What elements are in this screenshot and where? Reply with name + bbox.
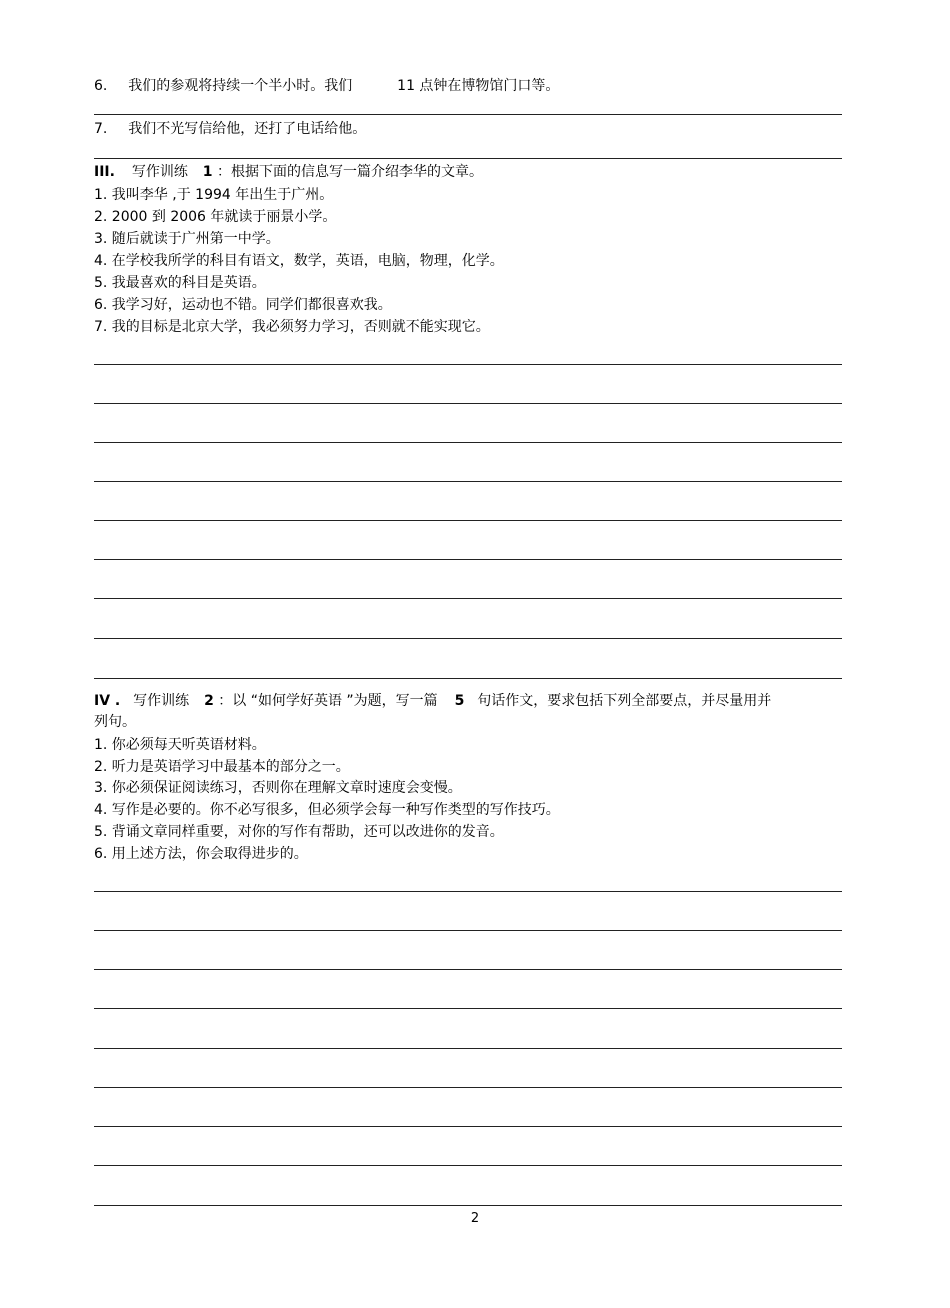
- list-item: 5. 我最喜欢的科目是英语。: [94, 275, 266, 291]
- writing-line[interactable]: [94, 1165, 842, 1166]
- section-number: IV .: [94, 693, 121, 709]
- writing-line[interactable]: [94, 1126, 842, 1127]
- writing-line[interactable]: [94, 481, 842, 482]
- list-item: 4. 在学校我所学的科目有语文，数学，英语，电脑，物理，化学。: [94, 253, 504, 269]
- writing-line[interactable]: [94, 891, 842, 892]
- writing-line[interactable]: [94, 1087, 842, 1088]
- writing-line[interactable]: [94, 598, 842, 599]
- writing-line[interactable]: [94, 638, 842, 639]
- section-label: 写作训练: [133, 693, 190, 709]
- writing-line[interactable]: [94, 1008, 842, 1009]
- section-4-title-line2: 列句。: [94, 714, 136, 730]
- writing-line[interactable]: [94, 403, 842, 404]
- translation-item-6: [94, 78, 559, 94]
- sentence-count: 5: [454, 693, 465, 709]
- section-number: III.: [94, 164, 115, 180]
- section-index: 2: [204, 693, 214, 709]
- list-item: 6. 我学习好，运动也不错。同学们都很喜欢我。: [94, 297, 392, 313]
- writing-line[interactable]: [94, 1048, 842, 1049]
- writing-line[interactable]: [94, 969, 842, 970]
- list-item: 1. 你必须每天听英语材料。: [94, 737, 266, 753]
- section-3-title: [94, 164, 483, 180]
- list-item: 2. 听力是英语学习中最基本的部分之一。: [94, 759, 350, 775]
- answer-line[interactable]: [94, 158, 842, 159]
- writing-line[interactable]: [94, 678, 842, 679]
- list-item: 5. 背诵文章同样重要，对你的写作有帮助，还可以改进你的发音。: [94, 824, 504, 840]
- translation-item-7: [94, 121, 366, 137]
- list-item: 3. 随后就读于广州第一中学。: [94, 231, 280, 247]
- item-text: 我们不光写信给他，还打了电话给他。: [128, 121, 367, 137]
- section-instruction-cont: 句话作文，要求包括下列全部要点，并尽量用并: [477, 693, 772, 709]
- section-instruction: ：根据下面的信息写一篇介绍李华的文章。: [216, 164, 483, 180]
- list-item: 7. 我的目标是北京大学，我必须努力学习，否则就不能实现它。: [94, 319, 490, 335]
- list-item: 1. 我叫李华 ,于 1994 年出生于广州。: [94, 187, 334, 203]
- list-item: 2. 2000 到 2006 年就读于丽景小学。: [94, 209, 337, 225]
- section-instruction: ：以 “如何学好英语 ”为题，写一篇: [218, 693, 438, 709]
- section-label: 写作训练: [131, 164, 188, 180]
- writing-line[interactable]: [94, 442, 842, 443]
- writing-line[interactable]: [94, 559, 842, 560]
- answer-line[interactable]: [94, 114, 842, 115]
- writing-line[interactable]: [94, 930, 842, 931]
- writing-line[interactable]: [94, 520, 842, 521]
- list-item: 6. 用上述方法，你会取得进步的。: [94, 846, 308, 862]
- item-text-b: 11 点钟在博物馆门口等。: [397, 78, 560, 94]
- item-number: 7.: [94, 121, 108, 137]
- section-index: 1: [202, 164, 213, 180]
- page-number: 2: [470, 1211, 480, 1226]
- writing-line[interactable]: [94, 1205, 842, 1206]
- list-item: 3. 你必须保证阅读练习，否则你在理解文章时速度会变慢。: [94, 780, 462, 796]
- section-4-title: [94, 693, 771, 709]
- list-item: 4. 写作是必要的。你不必写很多，但必须学会每一种写作类型的写作技巧。: [94, 802, 560, 818]
- writing-line[interactable]: [94, 364, 842, 365]
- item-text-a: 我们的参观将持续一个半小时。我们: [128, 78, 353, 94]
- item-number: 6.: [94, 78, 108, 94]
